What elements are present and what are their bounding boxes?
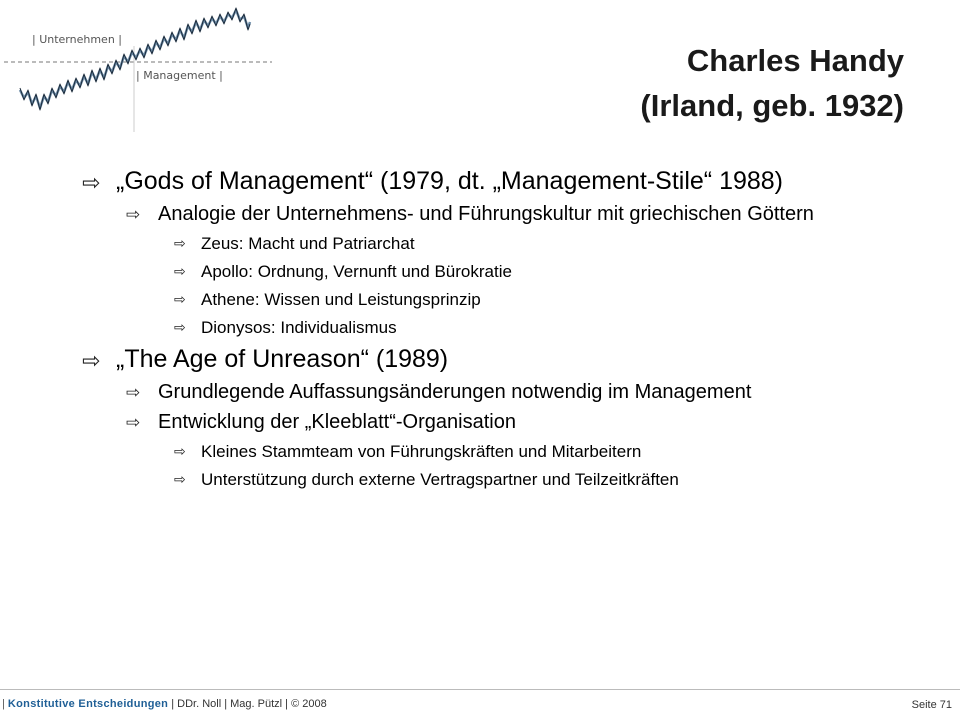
bullet-analogie — [126, 204, 912, 225]
hollow-right-arrow-icon: ⇨ — [174, 264, 186, 280]
logo-top-text: | Unternehmen | — [32, 33, 123, 46]
bullet-text: Unterstützung durch externe Vertragspartner und Teilzeitkräften — [201, 470, 679, 489]
hollow-right-arrow-icon: ⇨ — [82, 349, 101, 374]
bullet-text: Entwicklung der „Kleeblatt“-Organisation — [158, 411, 516, 433]
bullet-dionysos — [174, 318, 912, 337]
footer-divider — [0, 689, 960, 690]
bullet-text: Kleines Stammteam von Führungskräften und Mitarbeitern — [201, 442, 642, 461]
footer-section: Konstitutive Entscheidungen — [7, 698, 169, 710]
bullet-text: Apollo: Ordnung, Vernunft und Bürokratie — [201, 262, 512, 281]
hollow-right-arrow-icon: ⇨ — [174, 320, 186, 336]
bullet-athene — [174, 290, 912, 309]
footer — [2, 698, 327, 710]
bullet-text: Grundlegende Auffassungsänderungen notwendig im Management — [158, 381, 752, 403]
footer-separator: | — [2, 698, 8, 710]
bullet-gods-of-management — [82, 168, 912, 195]
bullet-text: Athene: Wissen und Leistungsprinzip — [201, 290, 481, 309]
bullet-auffassungsaenderungen — [126, 382, 912, 403]
hollow-right-arrow-icon: ⇨ — [126, 205, 141, 225]
logo-bottom-text: | Management | — [136, 69, 223, 82]
page-number: Seite 71 — [911, 699, 952, 711]
bullet-text: Zeus: Macht und Patriarchat — [201, 234, 415, 253]
stock-chart-logo-icon — [0, 0, 280, 135]
hollow-right-arrow-icon: ⇨ — [82, 171, 101, 196]
bullet-text: „The Age of Unreason“ (1989) — [116, 345, 449, 373]
title-line-1: Charles Handy — [686, 43, 904, 78]
hollow-right-arrow-icon: ⇨ — [174, 444, 186, 460]
bullet-vertragspartner — [174, 470, 912, 489]
bullet-text: „Gods of Management“ (1979, dt. „Management-Stile“ 1988) — [116, 167, 784, 195]
hollow-right-arrow-icon: ⇨ — [126, 383, 141, 403]
hollow-right-arrow-icon: ⇨ — [174, 236, 186, 252]
bullet-zeus — [174, 234, 912, 253]
title-line-2: (Irland, geb. 1932) — [640, 88, 904, 123]
footer-credits: | DDr. Noll | Mag. Pützl | © 2008 — [168, 698, 327, 710]
bullet-age-of-unreason — [82, 346, 912, 373]
bullet-text: Analogie der Unternehmens- und Führungskultur mit griechischen Göttern — [158, 203, 814, 225]
hollow-right-arrow-icon: ⇨ — [174, 292, 186, 308]
bullet-apollo — [174, 262, 912, 281]
slide-content — [82, 168, 912, 498]
bullet-stammteam — [174, 442, 912, 461]
hollow-right-arrow-icon: ⇨ — [174, 472, 186, 488]
bullet-text: Dionysos: Individualismus — [201, 318, 397, 337]
bullet-kleeblatt — [126, 412, 912, 433]
logo — [0, 0, 280, 135]
hollow-right-arrow-icon: ⇨ — [126, 413, 141, 433]
slide-title — [424, 38, 904, 128]
